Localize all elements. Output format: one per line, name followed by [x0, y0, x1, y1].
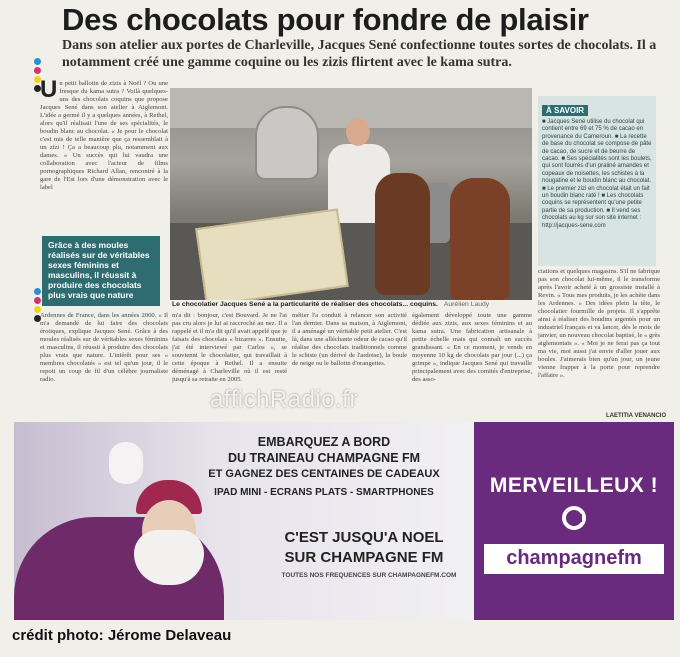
- pull-quote-box: Grâce à des moules réalisés sur de véritables sexes féminins et masculins, il réussit à produire des chocolats plus vrais que nature: [42, 236, 160, 306]
- caption-credit: Aurélien Laudy: [443, 301, 490, 308]
- article-column-4: également développé toute une gamme dédiée aux zizis, aux sexes féminins et au kama sutra. Une fabrication artisanale à petite échelle mais qui connaît un succès grandissant. « En ce moment, je vends en moyenne 10 kg de chocolats par jour (...) ça grimpe », indique Jacques Sené qui travaille principalement avec des comités d'entreprise, des asso-: [412, 312, 532, 383]
- photo-chocolatier-head: [346, 118, 370, 146]
- article-column-1-continued: Ardennes de France, dans les années 2000. « Il m'a demandé de lui faire des chocolats érotiques, explique Jacques Sené. Grâce à des moules réalisés sur de véritables sexes féminins et masculins, il réussit à produire des chocolats plus vrais que nature. L'intérêt pour ses « membres chocolatés » est tel qu'un jour, il le repoit un coup de fil d'un célèbre journaliste radio.: [40, 312, 168, 383]
- cyan-dot: [34, 58, 41, 65]
- photo-mixer: [255, 106, 319, 180]
- ad-big-line-2: SUR CHAMPAGNE FM: [284, 549, 444, 566]
- article-column-right: ciations et quelques magasins. S'il ne fabrique pas son chocolat lui-même, il le transforme après l'avoir acheté à un grossiste installé à Revin. « Tous mes produits, je les achète dans les Ardennes. » Des idées plein la tête, le chocolatier fourmille de projets. Il s'apprête ainsi à réaliser des boudins argentés pour un industriel français et va lancer, dès le mois de janvier, un nouveau chocolat baptisé, le « grès aiglemontais ». « Moi je ne ferai pas ça tout ma vie, moi aussi j'ai envie d'aller jouer aux boules. J'aimerais bien qu'un jour, un jeune vienne frapper à la porte pour reprendre l'affaire ».: [538, 268, 660, 379]
- article-subhead: Dans son atelier aux portes de Charleville, Jacques Sené confectionne toutes sortes de chocolats. Il a notamment créé une gamme coquine ou les zizis flirtent avec le kama sutra.: [62, 38, 657, 70]
- column-1-text: n petit ballotin de zizis à Noël ? Ou une fresque du kama sutra ? Voilà quelques-uns des chocolats coquins que propose Jacques Sené dans son atelier à Aiglemont. L'idée a germé il y a quelques années, à Rethel, alors qu'il réalisait l'une de ses spécialités, le boudin blanc au chocolat. « Je pour le chocolat c'est mis de telle manière que ça ressemblait à un zizi ! Ça a beaucoup plu, notamment aux dames. » Un succès qui lui vaudra une collaboration avec l'acteur de films pornographiques Richard Allan, rencontré à la gare de l'Est lors d'une démonstration avec le label: [40, 80, 168, 191]
- ad-line-3: ET GAGNEZ DES CENTAINES DE CADEAUX: [208, 468, 440, 480]
- ad-big-line-1: C'EST JUSQU'A NOEL: [284, 529, 444, 546]
- photo-chocolate-figure-1: [375, 173, 430, 295]
- article-photo: [170, 88, 532, 300]
- brand-name: champagnefm: [506, 547, 642, 569]
- article-headline: Des chocolats pour fondre de plaisir: [62, 2, 589, 37]
- caption-text: Le chocolatier Jacques Sené a la particularité de réaliser des chocolats... coquins.: [172, 301, 438, 308]
- a-savoir-title: À SAVOIR: [542, 105, 588, 116]
- a-savoir-text: ■ Jacques Sené utilise du chocolat qui contient entre 69 et 75 % de cacao en provenance du Cameroun. ■ La recette de base du chocolat se compose de pâte de cacao, de sucre et de beurre de cacao. ■ Ses spécialités sont les boulets, qui sont fourrés d'un praliné amandes et copeaux de noisettes, les schistes à la nougatine et le boudin blanc au chocolat. ■ Le premier zizi en chocolat était un fait un boudin blanc raté ! ■ Les chocolats coquins se représentent qu'une petite partie de sa production. ■ Il vend ses chocolats au kg sur son site internet : http://jacques-sene.com: [542, 119, 652, 229]
- advertisement: [14, 422, 674, 620]
- article-author: LAETITIA VENANCIO: [606, 413, 667, 419]
- ad-line-2: DU TRAINEAU CHAMPAGNE FM: [227, 451, 421, 465]
- drop-cap: U: [40, 80, 58, 103]
- ad-left-panel: [14, 422, 474, 620]
- photo-chocolate-figure-2: [450, 178, 510, 300]
- photo-credit: crédit photo: Jérome Delaveau: [12, 627, 232, 644]
- article-column-2: m'a dit : bonjour, c'est Bouvard. Je ne l'ai pas cru alors je lui ai raccroché au nez. Il a rappelé et il m'a dit qu'il avait appelé que je faisais des chocolats « bizarres ». Ensuite, j'ai été interviewé par Carlos », se souviennt le chocolatier, qui travaillait à cette époque à Rethel. Il a ensuite déménagé à Charleville où il est resté jusqu'à sa retraite en 2005.: [172, 312, 287, 383]
- ad-headline: [174, 434, 474, 500]
- a-savoir-box: [538, 96, 656, 266]
- ad-slogan: MERVEILLEUX !: [489, 474, 659, 497]
- cyan-dot: [34, 288, 41, 295]
- santa-glove: [109, 442, 143, 484]
- photo-caption: [172, 301, 532, 308]
- ad-line-1: EMBARQUEZ A BORD: [257, 435, 391, 449]
- watermark: affichRadio.fr: [210, 386, 358, 413]
- brand-bar: [484, 544, 664, 574]
- ad-line-4: IPAD MINI - ECRANS PLATS - SMARTPHONES: [214, 487, 434, 498]
- magenta-dot: [34, 297, 41, 304]
- ad-frequencies: TOUTES NOS FREQUENCES SUR CHAMPAGNEFM.COM: [281, 572, 457, 579]
- article-column-3: métier l'a conduit à relancer son activité l'an dernier. Dans sa maison, à Aiglemont, il a aménagé un véritable petit atelier. C'est là, dans une alléchante odeur de cacao qu'il réalise des chocolats traditionnels comme le schiste (un dérivé de l'ardoise), la boule de neige ou le ballotin d'orangettes.: [292, 312, 407, 367]
- ad-brand-panel: [474, 422, 674, 620]
- magenta-dot: [34, 67, 41, 74]
- champagnefm-logo-icon: [562, 506, 586, 530]
- ad-big-text: [254, 528, 474, 568]
- article-column-1: [40, 80, 168, 235]
- santa-beard: [134, 530, 204, 585]
